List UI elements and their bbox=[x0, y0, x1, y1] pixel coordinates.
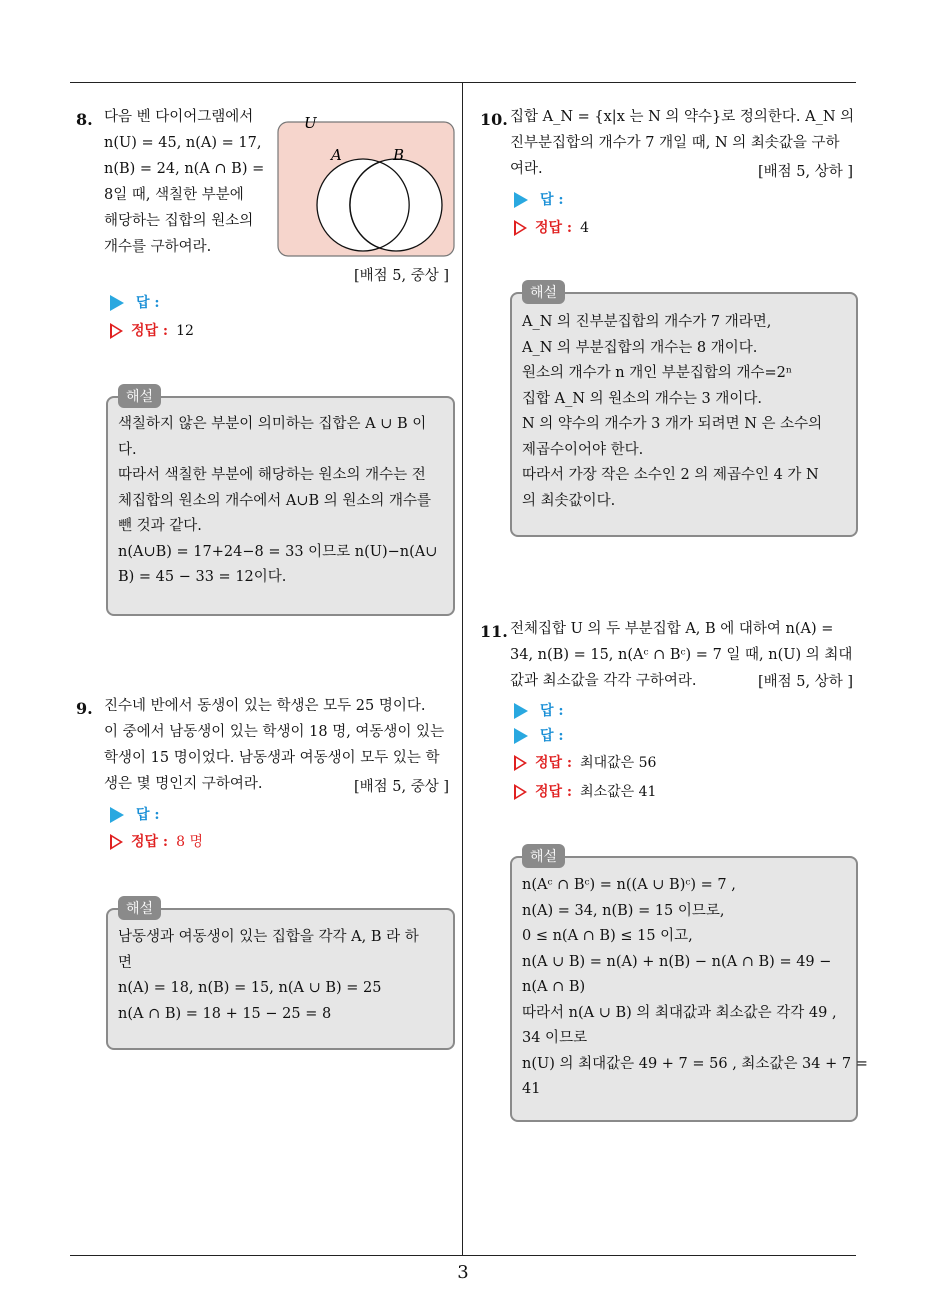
question-11-number: 11. bbox=[480, 622, 508, 641]
explanation-line: A_N 의 진부분집합의 개수가 7 개라면, bbox=[522, 314, 772, 330]
correct-value: 8 명 bbox=[176, 834, 203, 850]
venn-label-u: U bbox=[304, 114, 317, 132]
correct-value: 4 bbox=[580, 220, 590, 236]
explanation-line: 41 bbox=[522, 1081, 541, 1097]
q10-correct-row bbox=[514, 219, 589, 237]
page-number: 3 bbox=[457, 1262, 469, 1283]
question-line: 진수네 반에서 동생이 있는 학생은 모두 25 명이다. bbox=[104, 698, 426, 714]
question-line: 개수를 구하여라. bbox=[104, 239, 212, 255]
question-line: n(B) = 24, n(A ∩ B) = bbox=[104, 161, 265, 177]
question-11-score: [배점 5, 상하 ] bbox=[758, 674, 854, 690]
question-line: n(U) = 45, n(A) = 17, bbox=[104, 135, 262, 151]
correct-arrow-icon bbox=[514, 220, 527, 236]
explanation-tag: 해설 bbox=[118, 384, 161, 408]
explanation-line: 뺀 것과 같다. bbox=[118, 518, 202, 534]
explanation-line: n(A ∪ B) = n(A) + n(B) − n(A ∩ B) = 49 − bbox=[522, 953, 832, 970]
explanation-line: B) = 45 − 33 = 12이다. bbox=[118, 569, 287, 585]
explanation-tag: 해설 bbox=[118, 896, 161, 920]
question-10-number: 10. bbox=[480, 110, 508, 129]
correct-label: 정답 : bbox=[535, 755, 573, 771]
explanation-line: 따라서 n(A ∪ B) 의 최대값과 최소값은 각각 49 , bbox=[522, 1004, 837, 1021]
question-line: 집합 A_N = {x|x 는 N 의 약수}로 정의한다. A_N 의 bbox=[510, 109, 855, 125]
answer-arrow-icon bbox=[514, 728, 528, 744]
q11-explanation-text bbox=[522, 873, 868, 1103]
q9-answer-row bbox=[110, 806, 160, 824]
question-line: 학생이 15 명이었다. 남동생과 여동생이 모두 있는 학 bbox=[104, 750, 440, 766]
q9-explanation-text bbox=[118, 925, 419, 1027]
q11-correct-row-1 bbox=[514, 754, 656, 772]
question-line: 해당하는 집합의 원소의 bbox=[104, 213, 254, 229]
q8-correct-row bbox=[110, 322, 194, 340]
venn-label-a: A bbox=[331, 146, 342, 164]
question-line: 8일 때, 색칠한 부분에 bbox=[104, 187, 244, 203]
correct-label: 정답 : bbox=[535, 784, 573, 800]
question-line: 다음 벤 다이어그램에서 bbox=[104, 109, 254, 125]
answer-arrow-icon bbox=[514, 703, 528, 719]
explanation-line: n(A) = 34, n(B) = 15 이므로, bbox=[522, 902, 725, 919]
correct-value: 최소값은 41 bbox=[580, 784, 657, 800]
answer-label: 답 : bbox=[136, 295, 160, 311]
correct-label: 정답 : bbox=[131, 323, 169, 339]
q8-answer-row bbox=[110, 294, 160, 312]
explanation-line: n(U) 의 최대값은 49 + 7 = 56 , 최소값은 34 + 7 = bbox=[522, 1055, 868, 1072]
venn-label-b: B bbox=[393, 146, 405, 164]
correct-arrow-icon bbox=[514, 755, 527, 771]
question-line: 생은 몇 명인지 구하여라. bbox=[104, 776, 263, 792]
explanation-line: 체집합의 원소의 개수에서 A∪B 의 원소의 개수를 bbox=[118, 492, 432, 509]
q10-explanation-text bbox=[522, 310, 822, 514]
top-rule bbox=[70, 82, 856, 83]
question-8-score: [배점 5, 중상 ] bbox=[354, 268, 450, 284]
explanation-line: 따라서 가장 작은 소수인 2 의 제곱수인 4 가 N bbox=[522, 467, 819, 483]
question-8-text bbox=[104, 104, 264, 260]
question-line: 이 중에서 남동생이 있는 학생이 18 명, 여동생이 있는 bbox=[104, 724, 445, 740]
question-9-number: 9. bbox=[76, 699, 93, 718]
correct-label: 정답 : bbox=[535, 220, 573, 236]
explanation-tag: 해설 bbox=[522, 280, 565, 304]
q9-correct-row bbox=[110, 833, 203, 851]
column-divider bbox=[462, 82, 463, 1256]
explanation-line: n(A∪B) = 17+24−8 = 33 이므로 n(U)−n(A∪ bbox=[118, 543, 438, 560]
answer-label: 답 : bbox=[540, 728, 564, 744]
bottom-rule bbox=[70, 1255, 856, 1256]
answer-arrow-icon bbox=[514, 192, 528, 208]
question-line: 진부분집합의 개수가 7 개일 때, N 의 최솟값을 구하 bbox=[510, 135, 840, 151]
question-line: 전체집합 U 의 두 부분집합 A, B 에 대하여 n(A) = bbox=[510, 621, 834, 637]
answer-label: 답 : bbox=[136, 807, 160, 823]
question-10-score: [배점 5, 상하 ] bbox=[758, 164, 854, 180]
explanation-line: n(A ∩ B) bbox=[522, 979, 586, 995]
q11-correct-row-2 bbox=[514, 783, 656, 801]
explanation-line: 남동생과 여동생이 있는 집합을 각각 A, B 라 하 bbox=[118, 929, 419, 945]
explanation-line: 따라서 색칠한 부분에 해당하는 원소의 개수는 전 bbox=[118, 467, 426, 483]
answer-label: 답 : bbox=[540, 703, 564, 719]
q10-answer-row bbox=[514, 191, 564, 209]
explanation-line: n(A) = 18, n(B) = 15, n(A ∪ B) = 25 bbox=[118, 980, 382, 996]
explanation-line: 다. bbox=[118, 441, 137, 458]
explanation-tag: 해설 bbox=[522, 844, 565, 868]
explanation-line: A_N 의 부분집합의 개수는 8 개이다. bbox=[522, 339, 758, 356]
explanation-line: 면 bbox=[118, 954, 133, 971]
explanation-line: n(Aᶜ ∩ Bᶜ) = n((A ∪ B)ᶜ) = 7 , bbox=[522, 877, 736, 893]
correct-value: 최대값은 56 bbox=[580, 755, 657, 771]
explanation-line: 제곱수이어야 한다. bbox=[522, 441, 644, 458]
question-line: 여라. bbox=[510, 161, 543, 177]
q11-answer-row-1 bbox=[514, 702, 564, 720]
explanation-line: 34 이므로 bbox=[522, 1030, 588, 1046]
question-9-score: [배점 5, 중상 ] bbox=[354, 779, 450, 795]
venn-diagram bbox=[276, 110, 456, 260]
q8-explanation-text bbox=[118, 412, 437, 591]
answer-arrow-icon bbox=[110, 295, 124, 311]
explanation-line: 0 ≤ n(A ∩ B) ≤ 15 이고, bbox=[522, 928, 693, 944]
question-8-number: 8. bbox=[76, 110, 93, 129]
explanation-line: 원소의 개수가 n 개인 부분집합의 개수=2ⁿ bbox=[522, 365, 793, 381]
correct-arrow-icon bbox=[110, 834, 123, 850]
correct-value: 12 bbox=[176, 323, 194, 339]
correct-arrow-icon bbox=[110, 323, 123, 339]
explanation-line: n(A ∩ B) = 18 + 15 − 25 = 8 bbox=[118, 1005, 332, 1022]
question-line: 값과 최소값을 각각 구하여라. bbox=[510, 673, 697, 689]
question-line: 34, n(B) = 15, n(Aᶜ ∩ Bᶜ) = 7 일 때, n(U) 의 최대 bbox=[510, 647, 853, 663]
explanation-line: N 의 약수의 개수가 3 개가 되려면 N 은 소수의 bbox=[522, 416, 823, 432]
q11-answer-row-2 bbox=[514, 727, 564, 745]
explanation-line: 집합 A_N 의 원소의 개수는 3 개이다. bbox=[522, 390, 762, 407]
correct-arrow-icon bbox=[514, 784, 527, 800]
answer-label: 답 : bbox=[540, 192, 564, 208]
explanation-line: 의 최솟값이다. bbox=[522, 492, 616, 509]
answer-arrow-icon bbox=[110, 807, 124, 823]
explanation-line: 색칠하지 않은 부분이 의미하는 집합은 A ∪ B 이 bbox=[118, 416, 427, 432]
correct-label: 정답 : bbox=[131, 834, 169, 850]
